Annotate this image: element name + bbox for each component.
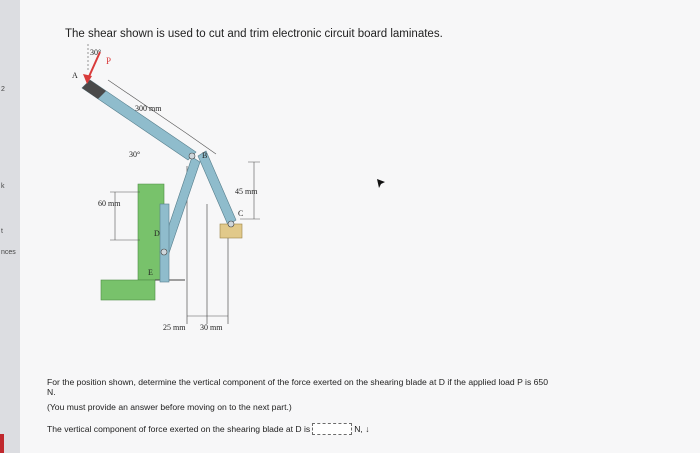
answer-row (47, 423, 370, 435)
base-plate (101, 280, 155, 300)
question-text (47, 377, 677, 397)
sidebar-item-1[interactable]: 2 (1, 86, 5, 93)
dim-label-45mm: 45 mm (235, 187, 258, 196)
answer-input[interactable] (312, 423, 352, 435)
dim-label-25mm: 25 mm (163, 323, 186, 332)
problem-statement: The shear shown is used to cut and trim electronic circuit board laminates. (65, 28, 443, 40)
load-label-P: P (106, 56, 112, 66)
dim-label-60mm: 60 mm (98, 199, 121, 208)
question-line-2: N. (47, 387, 56, 397)
active-indicator (0, 434, 4, 453)
sidebar-item-3[interactable]: t (1, 228, 3, 235)
point-label-D: D (154, 229, 160, 238)
shear-mechanism-figure (60, 44, 320, 344)
question-panel (20, 0, 700, 453)
answer-unit: N, ↓ (354, 424, 370, 434)
requirement-note: (You must provide an answer before moving on to the next part.) (47, 402, 292, 412)
link-BC (198, 151, 236, 225)
left-navigation-strip (0, 0, 21, 453)
slider-DE (160, 204, 169, 282)
point-label-A: A (72, 71, 78, 80)
dim-label-30mm: 30 mm (200, 323, 223, 332)
angle-label-mid: 30° (129, 150, 141, 159)
angle-label-top: 30° (90, 48, 102, 57)
point-label-E: E (148, 268, 153, 277)
answer-prefix: The vertical component of force exerted on the shearing blade at D is (47, 424, 311, 434)
point-label-B: B (202, 151, 208, 160)
pin-B (189, 153, 195, 159)
dim-label-300mm: 300 mm (135, 104, 162, 113)
point-label-C: C (238, 209, 244, 218)
mouse-pointer-icon (375, 178, 387, 190)
question-line-1: For the position shown, determine the vertical component of the force exerted on the shearing blade at D if the applied load P is 650 (47, 377, 548, 387)
pin-C (228, 221, 234, 227)
pin-D (161, 249, 167, 255)
sidebar-item-2[interactable]: k (1, 183, 5, 190)
sidebar-item-4[interactable]: nces (1, 249, 16, 256)
